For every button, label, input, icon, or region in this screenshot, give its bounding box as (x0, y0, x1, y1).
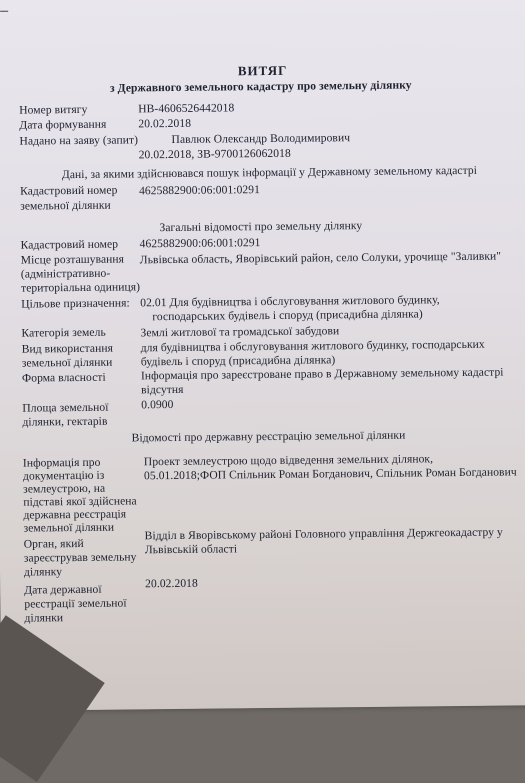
ownership-label: Форма власності (21, 370, 106, 385)
category-value: Землі житлової та громадської забудови (140, 324, 340, 340)
request-label: Надано на заяву (запит) (19, 133, 139, 148)
purpose-label: Цільове призначення: (21, 296, 130, 311)
docs-label-1: Інформація про (22, 455, 101, 470)
category-label: Категорія земель (21, 325, 106, 340)
extract-number-value: НВ-4606526442018 (138, 101, 235, 116)
area-value: 0.0900 (141, 397, 174, 412)
location-label-3: територіальна одиниця) (20, 280, 141, 295)
search-cadastral-value: 4625882900:06:001:0291 (138, 183, 261, 198)
organ-value-1: Відділ в Яворівському районі Головного управління Держгеокадастру у (144, 525, 503, 543)
area-label-2: ділянки, гектарів (22, 414, 108, 429)
reg-date-label-3: ділянки (24, 611, 64, 625)
usage-value-2: будівель і споруд (присадибна ділянка) (140, 353, 336, 369)
organ-label-3: ділянку (23, 565, 63, 579)
organ-label-1: Орган, який (23, 536, 84, 551)
search-cadastral-label-2: земельної ділянки (20, 198, 111, 213)
organ-value-2: Львівській області (144, 542, 238, 557)
docs-label-6: земельної ділянки (23, 520, 115, 535)
ownership-value-1: Інформація про зареєстроване право в Державному земельному кадастрі (140, 365, 504, 383)
general-cadastral-label: Кадастровий номер (20, 237, 119, 252)
table-background (0, 615, 105, 782)
location-label-1: Місце розташування (20, 252, 125, 267)
formation-date-value: 20.02.2018 (138, 116, 192, 131)
extract-number-label: Номер витягу (19, 102, 88, 117)
request-value-name: Павлюк Олександр Володимирович (171, 131, 351, 147)
registration-heading: Відомості про державну реєстрацію земельної ділянки (131, 428, 406, 445)
usage-label-1: Вид використання (21, 341, 114, 356)
search-intro: Дані, за якими здійснювався пошук інформації у Державному земельному кадастрі (61, 163, 478, 182)
reg-date-label-2: реєстрації земельної (24, 596, 127, 611)
purpose-value-2: господарських будівель і споруд (присадибна ділянка) (152, 307, 423, 324)
document-subtitle: з Державного земельного кадастру про земельну ділянку (109, 78, 412, 95)
organ-label-2: зареєстрував земельну (23, 550, 137, 565)
ownership-value-2: відсутня (141, 382, 184, 397)
general-cadastral-value: 4625882900:06:001:0291 (139, 236, 261, 251)
docs-label-3: землеустрою, на (23, 481, 106, 496)
docs-label-2: документацію із (22, 468, 105, 483)
usage-value-1: для будівництва і обслуговування житлового будинку, господарських (140, 337, 485, 355)
location-value: Львівська область, Яворівський район, село Солуки, урочище "Заливки" (139, 249, 502, 267)
usage-label-2: земельної ділянки (21, 355, 113, 370)
docs-label-4: підставі якої здійснена (23, 494, 137, 509)
search-cadastral-label-1: Кадастровий номер (19, 183, 118, 198)
purpose-value-1: 02.01 Для будівництва і обслуговування житлового будинку, (140, 293, 440, 310)
document-title: ВИТЯГ (237, 62, 288, 79)
docs-value-1: Проект землеустрою щодо відведення земельних ділянок, (143, 452, 434, 469)
formation-date-label: Дата формування (19, 117, 107, 132)
reg-date-value: 20.02.2018 (145, 576, 198, 591)
reg-date-label-1: Дата державної (24, 582, 102, 597)
docs-label-5: державна реєстрація (23, 507, 127, 522)
general-heading: Загальні відомості про земельну ділянку (159, 219, 363, 235)
location-label-2: (адміністративно- (20, 266, 111, 281)
edge-mark (0, 11, 8, 12)
request-value-ref: 20.02.2018, ЗВ-9700126062018 (138, 146, 291, 162)
docs-value-2: 05.01.2018;ФОП Спільник Роман Богданович, Спільник Роман Богданович (143, 465, 517, 483)
area-label-1: Площа земельної (22, 400, 109, 415)
